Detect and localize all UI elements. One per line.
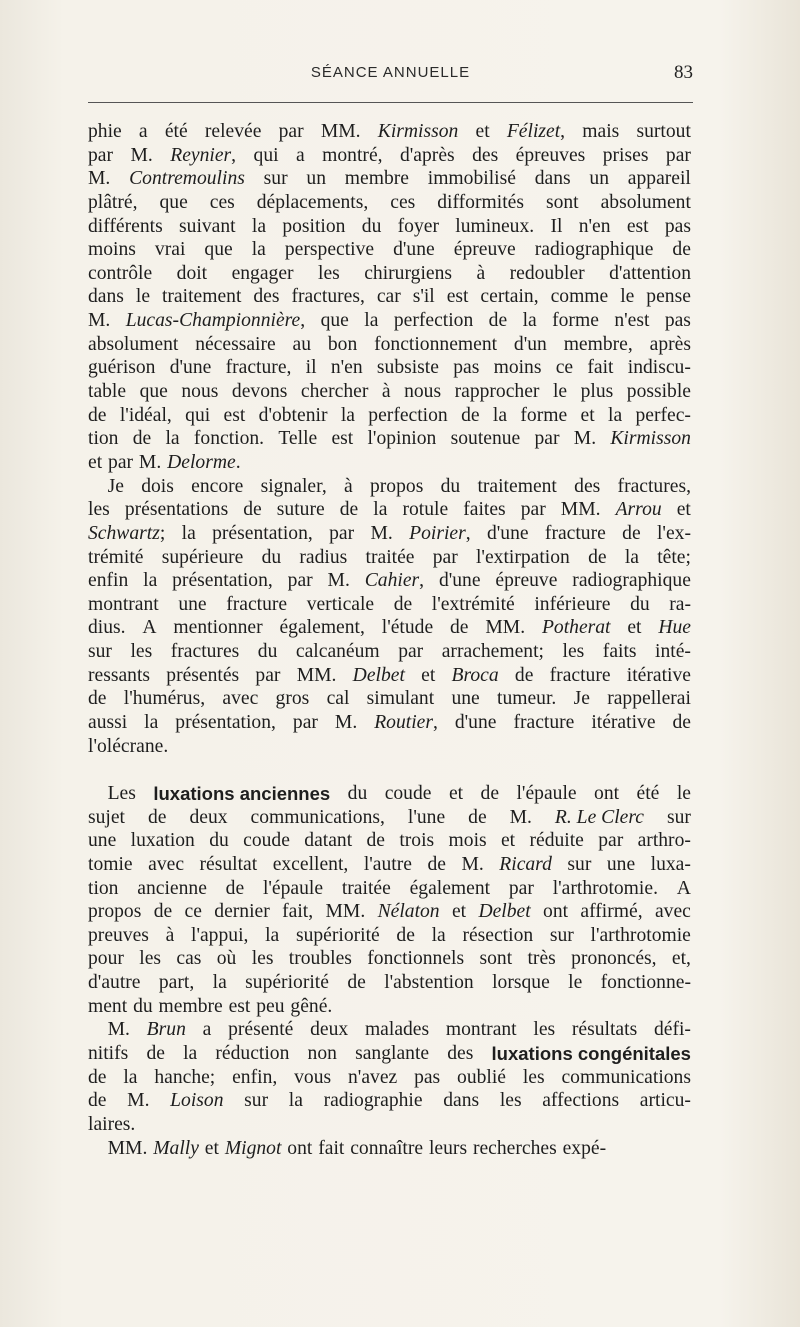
text-line: d'autre part, la supériorité de l'abstention lorsque le fonctionne- — [88, 972, 691, 994]
header-rule — [88, 102, 693, 103]
text-line: MM. Mally et Mignot ont fait connaître leurs recherches expé- — [88, 1137, 607, 1159]
text-line: sujet de deux communications, l'une de M. R. Le Clerc sur — [88, 806, 691, 828]
text-line: absolument nécessaire au bon fonctionnement d'un membre, après — [88, 333, 691, 355]
text-line: moins vrai que la perspective d'une épreuve radiographique de — [88, 239, 691, 261]
text-line: dans le traitement des fractures, car s'il est certain, comme le pense — [88, 286, 691, 308]
text-line: tion ancienne de l'épaule traitée également par l'arthrotomie. A — [88, 877, 691, 899]
text-line: les présentations de suture de la rotule faites par MM. Arrou et — [88, 499, 691, 521]
text-line: M. Brun a présenté deux malades montrant les résultats défi- — [88, 1019, 691, 1041]
text-line: de l'idéal, qui est d'obtenir la perfection de la forme et la perfec- — [88, 404, 691, 426]
text-line: phie a été relevée par MM. Kirmisson et Félizet, mais surtout — [88, 121, 691, 142]
text-line: sur les fractures du calcanéum par arrachement; les faits inté- — [88, 641, 691, 663]
text-line: tomie avec résultat excellent, l'autre de M. Ricard sur une luxa- — [88, 853, 691, 875]
page-number: 83 — [674, 62, 693, 83]
page-header — [88, 62, 693, 92]
text-line: M. Contremoulins sur un membre immobilisé dans un appareil — [88, 168, 691, 190]
text-line: M. Lucas-Championnière, que la perfection de la forme n'est pas — [88, 310, 691, 332]
text-line: de M. Loison sur la radiographie dans les affections articu- — [88, 1090, 691, 1112]
text-line — [88, 758, 691, 782]
text-line: guérison d'une fracture, il n'en subsiste pas moins ce fait indiscu- — [88, 357, 691, 379]
text-line: table que nous devons chercher à nous rapprocher le plus possible — [88, 381, 691, 403]
text-line: de la hanche; enfin, vous n'avez pas oublié les communications — [88, 1066, 691, 1088]
text-line: tion de la fonction. Telle est l'opinion soutenue par M. Kirmisson — [88, 428, 691, 450]
text-line: nitifs de la réduction non sanglante des luxations congénitales — [88, 1042, 691, 1064]
running-head: SÉANCE ANNUELLE — [310, 64, 471, 81]
text-line: par M. Reynier, qui a montré, d'après des épreuves prises par — [88, 144, 691, 166]
text-line: trémité supérieure du radius traitée par l'extirpation de la tête; — [88, 546, 691, 568]
text-line: ressants présentés par MM. Delbet et Broca de fracture itérative — [88, 664, 691, 686]
text-line: montrant une fracture verticale de l'extrémité inférieure du ra- — [88, 593, 691, 615]
text-line: l'olécrane. — [88, 735, 169, 757]
text-line: contrôle doit engager les chirurgiens à redoubler d'attention — [88, 262, 691, 284]
text-line: laires. — [88, 1113, 136, 1135]
text-line: dius. A mentionner également, l'étude de MM. Potherat et Hue — [88, 617, 691, 639]
text-line: une luxation du coude datant de trois mois et réduite par arthro- — [88, 830, 691, 852]
body-text — [88, 120, 691, 1160]
text-line: Schwartz; la présentation, par M. Poirier, d'une fracture de l'ex- — [88, 522, 691, 544]
text-line: propos de ce dernier fait, MM. Nélaton et Delbet ont affirmé, avec — [88, 901, 691, 923]
text-line: et par M. Delorme. — [88, 451, 241, 473]
text-line: plâtré, que ces déplacements, ces difformités sont absolument — [88, 191, 691, 213]
text-line: enfin la présentation, par M. Cahier, d'une épreuve radiographique — [88, 570, 691, 592]
text-line: différents suivant la position du foyer lumineux. Il n'en est pas — [88, 215, 691, 237]
text-line: pour les cas où les troubles fonctionnels sont très prononcés, et, — [88, 948, 691, 970]
text-line: Les luxations anciennes du coude et de l'épaule ont été le — [88, 782, 691, 804]
text-line: ment du membre est peu gêné. — [88, 995, 333, 1017]
text-line: preuves à l'appui, la supériorité de la résection sur l'arthrotomie — [88, 924, 691, 946]
text-line: aussi la présentation, par M. Routier, d'une fracture itérative de — [88, 712, 691, 734]
text-line: de l'humérus, avec gros cal simulant une tumeur. Je rappellerai — [88, 688, 691, 710]
text-line: Je dois encore signaler, à propos du traitement des fractures, — [88, 475, 691, 497]
